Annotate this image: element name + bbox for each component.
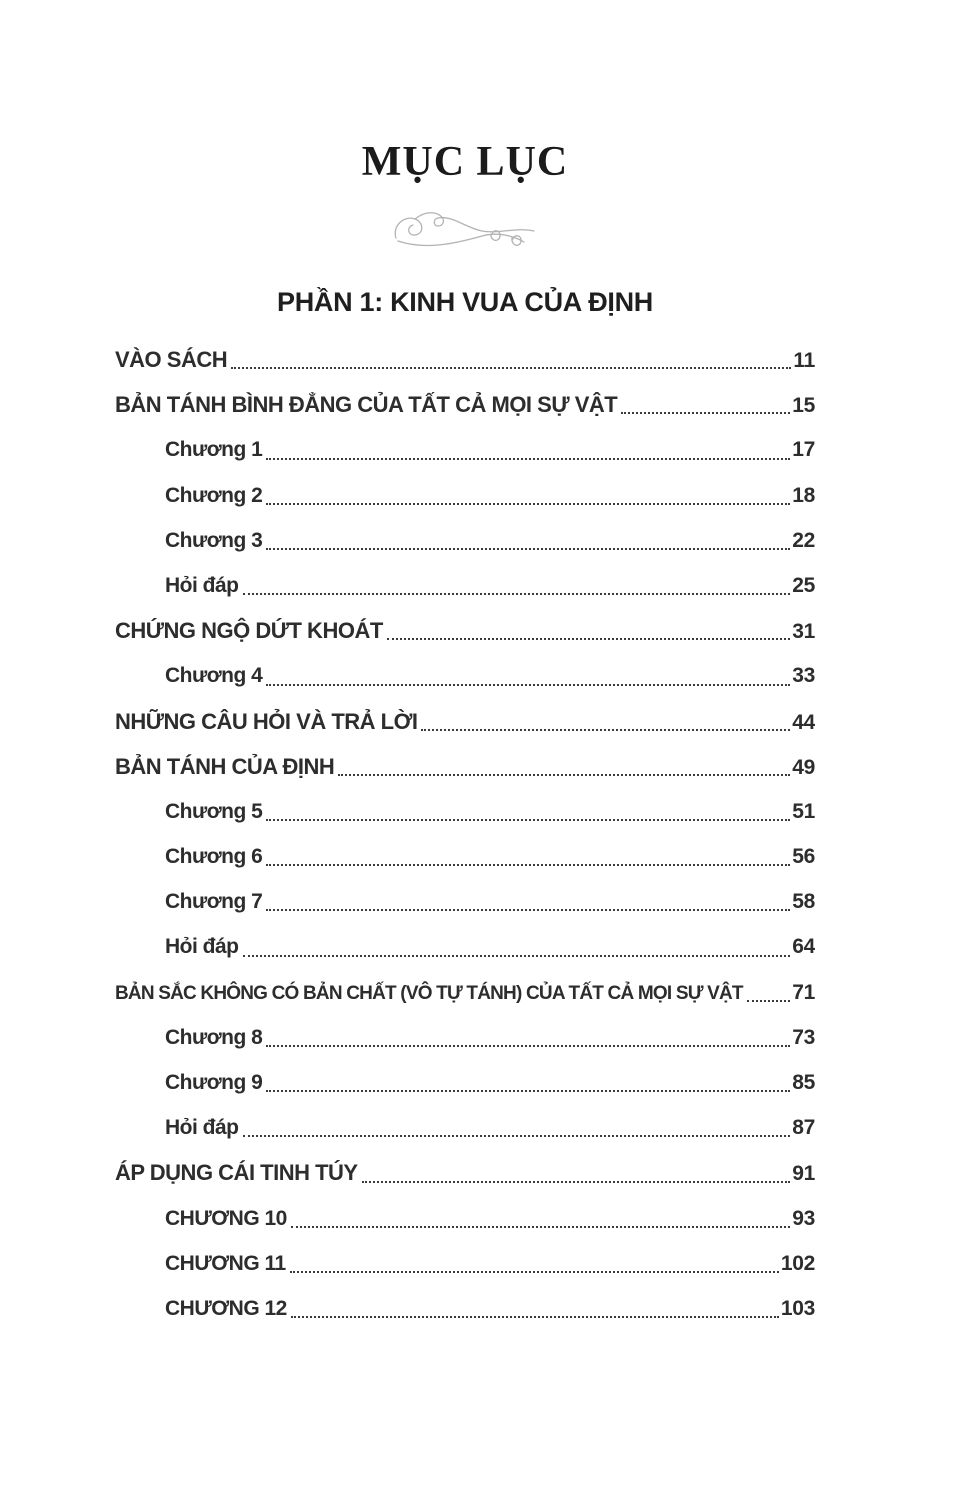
toc-entry: [115, 699, 815, 744]
toc-entry-label: NHỮNG CÂU HỎI VÀ TRẢ LỜI: [115, 708, 418, 734]
toc-entry-label: CHƯƠNG 12: [165, 1296, 287, 1320]
toc-entry-label: Chương 4: [165, 664, 263, 688]
toc-entry-page: 18: [792, 483, 815, 507]
toc-entry: [115, 473, 815, 518]
toc-entry-label: CHƯƠNG 10: [165, 1206, 287, 1230]
toc-entry-label: Chương 6: [165, 845, 263, 869]
dot-leader: [266, 503, 790, 505]
toc-entry-label: CHỨNG NGỘ DỨT KHOÁT: [115, 618, 383, 644]
toc-entry: [115, 1060, 815, 1105]
dot-leader: [266, 458, 790, 460]
toc-entry-label: BẢN SẮC KHÔNG CÓ BẢN CHẤT (VÔ TỰ TÁNH) CỦA TẤT CẢ MỌI SỰ VẬT: [115, 982, 743, 1004]
toc-entry-label: Hỏi đáp: [165, 1116, 239, 1140]
content-column: [115, 0, 815, 1491]
flourish-ornament: [390, 204, 540, 258]
dot-leader: [266, 1090, 790, 1092]
toc-entry-page: 49: [792, 755, 815, 779]
section-heading: PHẦN 1: KINH VUA CỦA ĐỊNH: [276, 287, 653, 317]
toc-entry-label: Chương 7: [165, 890, 263, 914]
dot-leader: [266, 819, 790, 821]
toc-entry-label: Chương 2: [165, 483, 263, 507]
dot-leader: [362, 1181, 791, 1183]
toc-entry-page: 91: [792, 1162, 815, 1186]
toc-entry: [115, 1105, 815, 1150]
toc-entry: [115, 744, 815, 789]
toc-entry-label: Chương 9: [165, 1071, 263, 1094]
toc-entry-page: 73: [792, 1025, 815, 1049]
toc-entry-page: 87: [792, 1116, 815, 1140]
toc-entry-label: Chương 3: [165, 528, 263, 552]
dot-leader: [621, 412, 790, 414]
toc-entry-page: 44: [792, 710, 815, 734]
toc-entry: [115, 789, 815, 834]
dot-leader: [338, 774, 790, 776]
toc-entry-page: 51: [792, 799, 815, 823]
toc-entry-page: 11: [793, 349, 815, 372]
toc-entry: [115, 1150, 815, 1195]
toc-entry-page: 102: [780, 1251, 815, 1275]
dot-leader: [421, 729, 790, 731]
toc-entry: [115, 337, 815, 382]
toc-entry: [115, 970, 815, 1015]
toc-entry-label: Hỏi đáp: [165, 935, 239, 959]
dot-leader: [243, 955, 791, 957]
toc-entry-page: 58: [792, 890, 815, 914]
flourish-icon: [390, 204, 540, 258]
toc-entry-page: 103: [780, 1296, 815, 1320]
toc-entry: [115, 427, 815, 472]
toc-entry-page: 17: [792, 438, 815, 462]
toc-entry-label: CHƯƠNG 11: [165, 1251, 286, 1275]
dot-leader: [387, 638, 790, 640]
page-title: MỤC LỤC: [361, 139, 569, 185]
toc-entry-label: Chương 5: [165, 799, 263, 823]
toc-entry-page: 56: [792, 845, 815, 869]
dot-leader: [266, 684, 790, 686]
dot-leader: [266, 909, 790, 911]
dot-leader: [290, 1271, 779, 1273]
toc-entry: [115, 563, 815, 608]
toc-entry-page: 71: [792, 980, 815, 1004]
toc-entry-label: Hỏi đáp: [165, 573, 239, 597]
toc-entry: [115, 834, 815, 879]
toc-entry-page: 64: [792, 935, 815, 959]
toc-entry-page: 31: [792, 620, 815, 644]
toc-entry-page: 33: [792, 664, 815, 688]
toc-entry-label: BẢN TÁNH CỦA ĐỊNH: [115, 753, 335, 779]
toc-entry: [115, 1015, 815, 1060]
toc-entry: [115, 1286, 815, 1331]
toc-entry-label: BẢN TÁNH BÌNH ĐẲNG CỦA TẤT CẢ MỌI SỰ VẬT: [115, 392, 618, 418]
dot-leader: [231, 367, 791, 369]
toc-entry: [115, 924, 815, 969]
toc-entry: [115, 608, 815, 653]
toc-entry: [115, 653, 815, 698]
dot-leader: [243, 1135, 791, 1137]
toc-entry-page: 93: [792, 1206, 815, 1230]
toc-entry-page: 25: [792, 573, 815, 597]
dot-leader: [291, 1226, 790, 1228]
dot-leader: [266, 1045, 790, 1047]
toc-entry-page: 85: [792, 1071, 815, 1094]
dot-leader: [266, 864, 790, 866]
toc-entry: [115, 382, 815, 427]
toc-entry: [115, 1196, 815, 1241]
toc-entry: [115, 879, 815, 924]
dot-leader: [291, 1316, 779, 1318]
toc-entry-label: Chương 8: [165, 1025, 263, 1049]
toc-entry: [115, 518, 815, 563]
toc-list: [115, 337, 815, 1331]
toc-entry-label: Chương 1: [165, 438, 263, 462]
toc-entry-page: 22: [792, 528, 815, 552]
toc-entry-label: ÁP DỤNG CÁI TINH TÚY: [115, 1160, 358, 1186]
toc-entry-page: 15: [792, 394, 815, 418]
dot-leader: [747, 1000, 790, 1002]
dot-leader: [266, 548, 790, 550]
dot-leader: [243, 593, 791, 595]
toc-entry: [115, 1241, 815, 1286]
toc-entry-label: VÀO SÁCH: [115, 347, 228, 372]
